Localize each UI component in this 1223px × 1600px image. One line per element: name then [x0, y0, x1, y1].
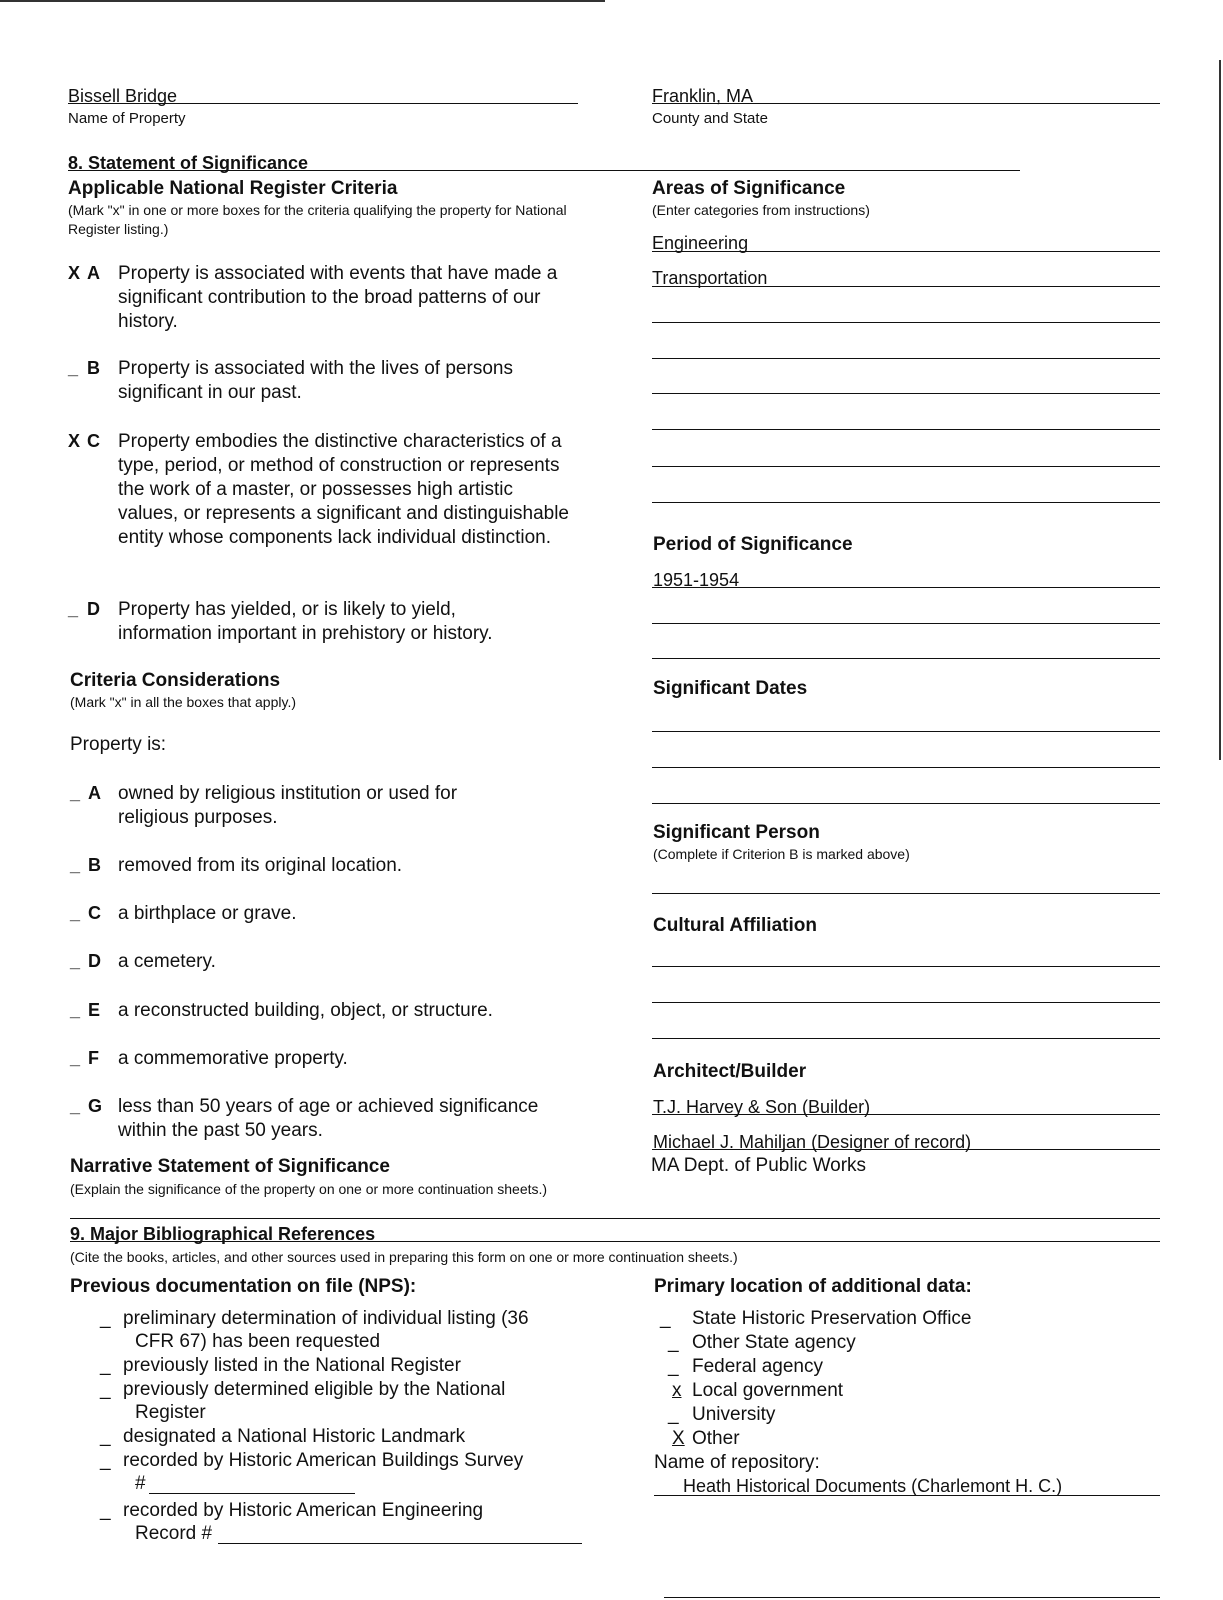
- narrative-heading: Narrative Statement of Significance: [70, 1156, 390, 1177]
- property-is-label: Property is:: [70, 734, 167, 755]
- prev-doc-mark-5[interactable]: _: [100, 1450, 111, 1471]
- architect-line-1: [652, 1114, 1160, 1115]
- criterion-d-text: Property has yielded, or is likely to yield, information important in prehistory or history.: [118, 599, 493, 644]
- area-line-3: [652, 322, 1160, 323]
- criterion-c-text: Property embodies the distinctive characteristics of a type, period, or method of construction or represents the work of a master, or possesses high artistic values, or represents a significant and distinguishable entity whose components lack individual distinction.: [118, 431, 569, 548]
- architect-heading: Architect/Builder: [653, 1061, 807, 1082]
- dates-line-3: [652, 803, 1160, 804]
- criterion-a-text: Property is associated with events that have made a significant contribution to the broad patterns of our history.: [118, 263, 558, 332]
- architect-value-1: T.J. Harvey & Son (Builder): [653, 1097, 871, 1117]
- criterion-d-mark[interactable]: _: [68, 599, 79, 619]
- criterion-a-mark[interactable]: X: [68, 263, 81, 283]
- consideration-c-letter: C: [88, 903, 101, 923]
- primary-label-6: Other: [692, 1428, 740, 1449]
- criteria-note: (Mark "x" in one or more boxes for the criteria qualifying the property for National Register listing.): [68, 202, 567, 237]
- consideration-b-letter: B: [88, 855, 101, 875]
- area-value-1: Engineering: [652, 233, 749, 253]
- architect-line-2: [652, 1149, 1160, 1150]
- dates-line-2: [652, 767, 1160, 768]
- prev-doc-mark-4[interactable]: _: [100, 1426, 111, 1447]
- consideration-e-letter: E: [88, 1000, 101, 1020]
- consideration-c-text: a birthplace or grave.: [118, 903, 297, 924]
- scan-edge-top: [0, 0, 605, 2]
- cultural-line-3: [652, 1038, 1160, 1039]
- prev-doc-mark-3[interactable]: _: [100, 1379, 111, 1400]
- consideration-a-mark[interactable]: _: [70, 783, 81, 803]
- person-line-1: [652, 893, 1160, 894]
- period-line-2: [652, 623, 1160, 624]
- property-name-line: [68, 103, 578, 104]
- scan-edge-right: [1219, 60, 1221, 760]
- cultural-line-2: [652, 1002, 1160, 1003]
- areas-note: (Enter categories from instructions): [652, 202, 870, 218]
- consideration-a-text: owned by religious institution or used for religious purposes.: [118, 783, 458, 828]
- considerations-note: (Mark "x" in all the boxes that apply.): [70, 694, 296, 710]
- habs-number-line: [149, 1493, 355, 1494]
- primary-label-3: Federal agency: [692, 1356, 823, 1377]
- county-state-value: Franklin, MA: [652, 86, 754, 106]
- considerations-heading: Criteria Considerations: [70, 670, 281, 691]
- consideration-g-letter: G: [88, 1096, 103, 1116]
- primary-label-1: State Historic Preservation Office: [692, 1308, 972, 1329]
- section-9-rule: [70, 1241, 1160, 1242]
- dates-line-1: [652, 731, 1160, 732]
- criterion-c-letter: C: [87, 431, 100, 451]
- person-heading: Significant Person: [653, 822, 820, 843]
- prev-doc-line2-5: #: [135, 1473, 146, 1494]
- primary-mark-6[interactable]: X: [672, 1428, 685, 1449]
- primary-mark-3[interactable]: _: [668, 1356, 679, 1377]
- consideration-b-text: removed from its original location.: [118, 855, 403, 876]
- repository-value: Heath Historical Documents (Charlemont H. C.): [683, 1476, 1063, 1496]
- areas-heading: Areas of Significance: [652, 178, 846, 199]
- area-line-6: [652, 429, 1160, 430]
- narrative-note: (Explain the significance of the property on one or more continuation sheets.): [70, 1181, 548, 1197]
- criterion-b-text: Property is associated with the lives of persons significant in our past.: [118, 358, 513, 403]
- property-name-caption: Name of Property: [68, 110, 186, 127]
- dates-heading: Significant Dates: [653, 678, 808, 699]
- primary-mark-4[interactable]: x: [672, 1380, 682, 1401]
- consideration-g-text: less than 50 years of age or achieved significance within the past 50 years.: [118, 1096, 539, 1141]
- criteria-heading: Applicable National Register Criteria: [68, 178, 398, 199]
- period-line-3: [652, 658, 1160, 659]
- criterion-d-letter: D: [87, 599, 100, 619]
- consideration-c-mark[interactable]: _: [70, 903, 81, 923]
- primary-location-heading: Primary location of additional data:: [654, 1276, 972, 1297]
- section-8-title: 8. Statement of Significance: [68, 153, 309, 173]
- consideration-e-mark[interactable]: _: [70, 1000, 81, 1020]
- area-line-1: [652, 251, 1160, 252]
- prev-doc-line1-4: designated a National Historic Landmark: [123, 1426, 466, 1447]
- consideration-b-mark[interactable]: _: [70, 855, 81, 875]
- prev-doc-line2-6: Record #: [135, 1523, 213, 1544]
- cultural-line-1: [652, 966, 1160, 967]
- period-value: 1951-1954: [653, 570, 740, 590]
- section-9-note: (Cite the books, articles, and other sources used in preparing this form on one or more continuation sheets.): [70, 1249, 738, 1265]
- prev-doc-line1-3: previously determined eligible by the National: [123, 1379, 506, 1400]
- repository-label: Name of repository:: [654, 1452, 820, 1473]
- prev-doc-mark-1[interactable]: _: [100, 1308, 111, 1329]
- area-line-2: [652, 286, 1160, 287]
- person-note: (Complete if Criterion B is marked above): [653, 846, 910, 862]
- prev-doc-line1-2: previously listed in the National Register: [123, 1355, 461, 1376]
- prev-doc-line2-1: CFR 67) has been requested: [135, 1331, 381, 1352]
- prev-doc-mark-2[interactable]: _: [100, 1355, 111, 1376]
- prev-doc-heading: Previous documentation on file (NPS):: [70, 1276, 417, 1297]
- cultural-heading: Cultural Affiliation: [653, 915, 817, 936]
- prev-doc-line2-3: Register: [135, 1402, 206, 1423]
- consideration-d-mark[interactable]: _: [70, 951, 81, 971]
- prev-doc-mark-6[interactable]: _: [100, 1500, 111, 1521]
- consideration-a-letter: A: [88, 783, 101, 803]
- consideration-d-text: a cemetery.: [118, 951, 216, 972]
- prev-doc-line1-6: recorded by Historic American Engineering: [123, 1500, 484, 1521]
- section-9-top-rule: [70, 1218, 1160, 1219]
- section-8-rule: [68, 170, 1020, 171]
- county-state-line: [652, 103, 1160, 104]
- property-name-value: Bissell Bridge: [68, 86, 178, 106]
- criterion-b-letter: B: [87, 358, 100, 378]
- area-line-7: [652, 466, 1160, 467]
- consideration-f-letter: F: [88, 1048, 99, 1068]
- primary-label-5: University: [692, 1404, 776, 1425]
- section-9-title: 9. Major Bibliographical References: [70, 1224, 376, 1244]
- primary-mark-2[interactable]: _: [668, 1332, 679, 1353]
- consideration-e-text: a reconstructed building, object, or structure.: [118, 1000, 493, 1021]
- area-value-2: Transportation: [652, 268, 768, 288]
- architect-extra: MA Dept. of Public Works: [651, 1155, 867, 1176]
- area-line-4: [652, 358, 1160, 359]
- consideration-g-mark[interactable]: _: [70, 1096, 81, 1116]
- consideration-f-mark[interactable]: _: [70, 1048, 81, 1068]
- prev-doc-line1-1: preliminary determination of individual listing (36: [123, 1308, 529, 1329]
- criterion-c-mark[interactable]: X: [68, 431, 81, 451]
- haer-number-line: [218, 1543, 582, 1544]
- period-heading: Period of Significance: [653, 534, 853, 555]
- consideration-d-letter: D: [88, 951, 101, 971]
- criterion-b-mark[interactable]: _: [68, 358, 79, 378]
- repository-line: [654, 1495, 1160, 1496]
- primary-mark-1[interactable]: _: [660, 1308, 671, 1329]
- prev-doc-line1-5: recorded by Historic American Buildings Survey: [123, 1450, 524, 1471]
- consideration-f-text: a commemorative property.: [118, 1048, 348, 1069]
- area-line-5: [652, 393, 1160, 394]
- footer-rule: [664, 1597, 1160, 1598]
- area-line-8: [652, 502, 1160, 503]
- primary-label-4: Local government: [692, 1380, 844, 1401]
- architect-value-2: Michael J. Mahiljan (Designer of record): [653, 1132, 972, 1152]
- primary-mark-5[interactable]: _: [668, 1404, 679, 1425]
- criterion-a-letter: A: [87, 263, 100, 283]
- county-state-caption: County and State: [652, 110, 768, 127]
- primary-label-2: Other State agency: [692, 1332, 856, 1353]
- period-line-1: [652, 587, 1160, 588]
